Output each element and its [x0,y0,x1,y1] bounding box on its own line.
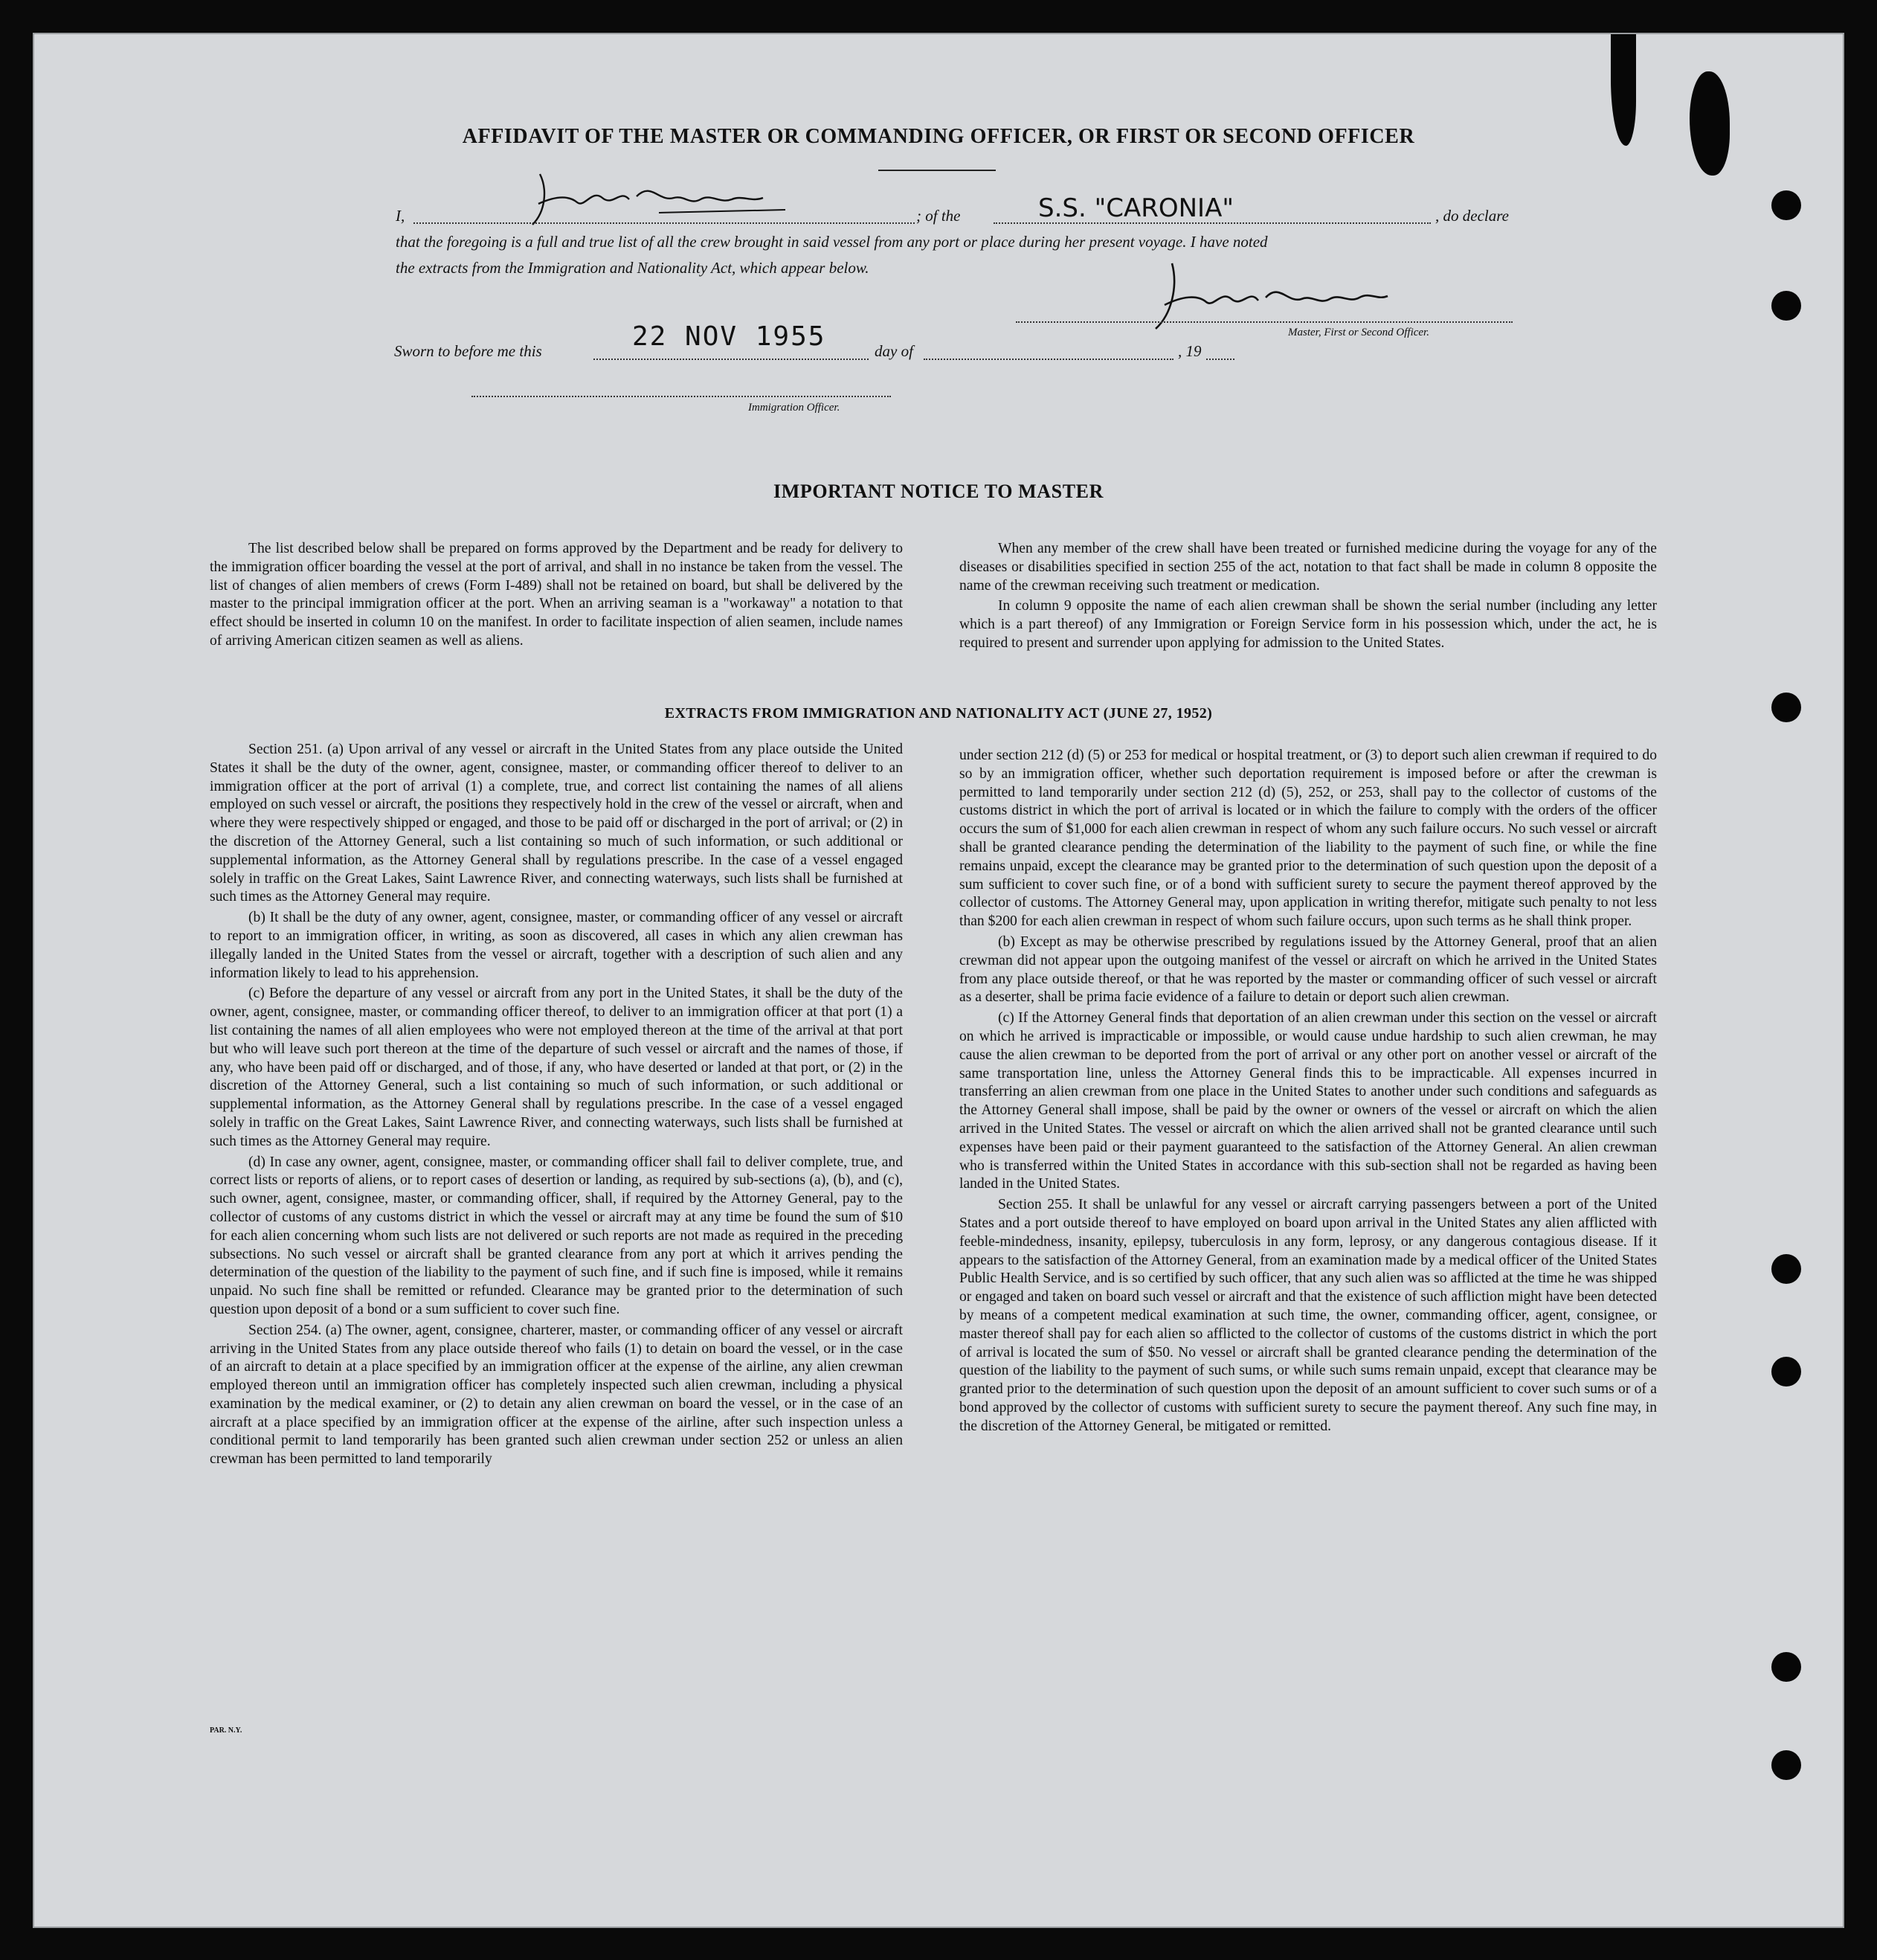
extract-paragraph: under section 212 (d) (5) or 253 for medical or hospital treatment, or (3) to deport such alien crewman if required to do so by an immigration officer, whether such deportation requirement is imposed before or after the crewman is permitted to land temporarily under section 212 (d) (5), 252, or 253, shall pay to the collector of customs of the customs district in which the port of arrival is located or in which the failure to comply with the orders of the officer occurs the sum of $1,000 for each alien crewman in respect of whom any such failure occurs. No such vessel or aircraft shall be granted clearance pending the determination of the liability to the payment of such fine, or while the fine remains unpaid, except the clearance may be granted prior to the determination of such question upon the deposit of a sum sufficient to cover such fine, or of a bond with sufficient surety to secure the payment thereof approved by the collector of customs. The Attorney General may, upon application in writing therefor, mitigate such penalty to not less than $200 for each alien crewman in respect of whom such failure occurs, upon such terms as he shall think proper. [959,748,1657,930]
extract-paragraph: (b) Except as may be otherwise prescribed by regulations issued by the Attorney General, proof that an alien crewman did not appear upon the outgoing manifest of the vessel or aircraft on which he arrived in the United States from any place outside thereof, or that he was reported by the master or commanding officer of such vessel or aircraft as a deserter, shall be prima facie evidence of a failure to detain or deport such alien crewman. [959,934,1657,1006]
punch-hole [1771,1357,1801,1387]
i-label: I, [396,207,405,225]
extract-paragraph: Section 251. (a) Upon arrival of any vessel or aircraft in the United States from any place outside the United States it shall be the duty of the owner, agent, consignee, master, or commanding officer thereof to deliver to an immigration officer at the port of arrival (1) a complete, true, and correct list containing the names of all aliens employed on such vessel or aircraft, the positions they respectively hold in the crew of the vessel or aircraft, when and where they were respectively shipped or engaged, and those to be paid off or discharged in the port of arrival; or (2) in the discretion of the Attorney General, such a list containing so much of such information, or such additional or supplemental information, as the Attorney General shall by regulations prescribe. In the case of a vessel engaged solely in traffic on the Great Lakes, Saint Lawrence River, and connecting waterways, such lists shall be furnished at such times as the Attorney General may require. [210,742,903,905]
sworn-day-line [593,359,869,360]
punch-hole [1771,291,1801,321]
extracts-heading: EXTRACTS FROM IMMIGRATION AND NATIONALITY ACT (JUNE 27, 1952) [664,705,1213,722]
do-declare-label: , do declare [1435,207,1509,225]
extract-paragraph: (c) If the Attorney General finds that deportation of an alien crewman under this section on the vessel or aircraft on which he arrived is impracticable or impossible, or would cause undue hardship to such alien crewman, he may cause the alien crewman to be deported from the port of arrival or any other port on another vessel or aircraft of the same transportation line, unless the Attorney General finds this to be impracticable. All expenses incurred in transferring an alien crewman from one place in the United States to another under such conditions and safeguards as the Attorney General shall impose, shall be paid by the owner or owners of the vessel or aircraft on which the alien arrived in the United States. The vessel or aircraft on which the alien arrived shall not be granted clearance until such expenses have been paid or their payment guaranteed to the satisfaction of the Attorney General. An alien crewman who is transferred within the United States in accordance with this sub-section shall not be regarded as having been landed in the United States. [959,1010,1657,1192]
master-signature-2 [1120,256,1417,338]
extracts-left-column [210,741,903,1471]
year-label: , 19 [1178,342,1202,360]
vessel-name: S.S. "CARONIA" [1038,193,1234,223]
master-signature [525,167,793,234]
notice-heading: IMPORTANT NOTICE TO MASTER [773,481,1104,502]
extract-paragraph: (b) It shall be the duty of any owner, agent, consignee, master, or commanding officer of any vessel or aircraft to report to an immigration officer, in writing, as soon as discovered, all cases in which any alien crewman has illegally landed in the United States from the vessel or aircraft, together with a description of such alien and any information likely to lead to his apprehension. [210,910,903,981]
printer-mark: PAR. N.Y. [210,1726,242,1735]
officer-signature-line [471,396,891,397]
month-line [924,359,1173,360]
day-of-label: day of [875,342,913,360]
master-signature-line [1016,321,1513,323]
punch-hole [1771,1254,1801,1284]
notice-paragraph: The list described below shall be prepared on forms approved by the Department and be ready for delivery to the immigration officer boarding the vessel at the port of arrival, and shall in no instance be taken from the vessel. The list of changes of alien members of crews (Form I-489) shall not be retained on board, but shall be delivered by the master to the principal immigration officer at the port. When an arriving seaman is a "workaway" a notation to that effect should be inserted in column 10 on the manifest. In order to facilitate inspection of alien seamen, include names of arriving American citizen seamen as well as aliens. [210,541,903,649]
declaration-text-line1: that the foregoing is a full and true list of all the crew brought in said vessel from any port or place during her present voyage. I have noted [396,233,1268,251]
sworn-label: Sworn to before me this [394,342,542,360]
sworn-date-stamp: 22 NOV 1955 [632,321,826,352]
notice-paragraph: When any member of the crew shall have been treated or furnished medicine during the voyage for any of the diseases or disabilities specified in section 255 of the act, notation to that fact shall be made in column 8 opposite the name of the crewman receiving such treatment or medication. [959,541,1657,594]
master-caption: Master, First or Second Officer. [1288,327,1429,338]
ink-blot [1690,71,1730,176]
declaration-text-line2: the extracts from the Immigration and Nationality Act, which appear below. [396,259,869,277]
extract-paragraph: (c) Before the departure of any vessel or aircraft from any port in the United States, it shall be the duty of the owner, agent, consignee, master, or commanding officer thereof, to deliver to an immigration officer at that port (1) a list containing the names of all alien employees who were not employed thereon at the time of the arrival at that port but who will leave such port thereon at the time of the departure of such vessel or aircraft and the names of those, if any, who have been paid off or discharged, and of those, if any, who have deserted or landed at that port, or (2) in the discretion of the Attorney General, such a list containing so much of such information, or such additional or supplemental information, as the Attorney General shall by regulations prescribe. In the case of a vessel engaged solely in traffic on the Great Lakes, Saint Lawrence River, and connecting waterways, such lists shall be furnished at such times as the Attorney General may require. [210,986,903,1149]
punch-hole [1771,1750,1801,1780]
notice-right-column [959,540,1657,655]
extracts-right-column [959,747,1657,1438]
extract-paragraph: Section 254. (a) The owner, agent, consignee, charterer, master, or commanding officer of any vessel or aircraft arriving in the United States from any place outside thereof who fails (1) to detain on board the vessel, or in the case of an aircraft to detain at a place specified by an immigration officer at the expense of the airline, any alien crewman employed thereon until an immigration officer has completely inspected such alien crewman, including a physical examination by the medical examiner, or (2) to detain any alien crewman on board the vessel, or in the case of an aircraft at a place specified by an immigration officer at the expense of the airline, after such inspection unless a conditional permit to land temporarily has been granted such alien crewman under section 252 or unless an alien crewman has been permitted to land temporarily [210,1322,903,1468]
punch-hole [1771,1652,1801,1682]
extract-paragraph: Section 255. It shall be unlawful for any vessel or aircraft carrying passengers between a port of the United States and a port outside thereof to have employed on board upon arrival in the United States any alien afflicted with feeble-mindedness, insanity, epilepsy, tuberculosis in any form, leprosy, or any dangerous contagious disease. If it appears to the satisfaction of the Attorney General, from an examination made by a medical officer of the United States Public Health Service, and is so certified by such officer, that any such alien was so afflicted at the time he was shipped or engaged and taken on board such vessel or aircraft and that the existence of such affliction might have been detected by means of a competent medical examination at such time, the owner, commanding officer, agent, consignee, or master thereof shall pay for each alien so afflicted to the collector of customs of the customs district in which the port of arrival is located the sum of $50. No vessel or aircraft shall be granted clearance pending the determination of the question of the liability to the payment of such sums, or while such sums remain unpaid, except that clearance may be granted prior to the determination of such question upon the deposit of an amount sufficient to cover such sums or of a bond approved by the collector of customs with sufficient surety to secure the payment thereof. Any such fine may, in the discretion of the Attorney General, be mitigated or remitted. [959,1197,1657,1434]
extract-paragraph: (d) In case any owner, agent, consignee, master, or commanding officer shall fail to deliver complete, true, and correct lists or reports of aliens, or to report cases of desertion or landing, as required by sub-sections (a), (b), and (c), such owner, agent, consignee, master, or commanding officer, shall, if required by the Attorney General, pay to the collector of customs of any customs district in which the vessel or aircraft may at any time be found the sum of $10 for each alien concerning whom such lists are not delivered or such reports are not made as required in the preceding subsections. No such vessel or aircraft shall be granted clearance from any port at which it arrives pending the determination of the question of the liability to the payment of such fine, and if such fine is imposed, while it remains unpaid. No such fine shall be remitted or refunded. Clearance may be granted prior to the determination of such question upon deposit of a bond or a sum sufficient to cover such fine. [210,1154,903,1317]
punch-hole [1771,190,1801,220]
affidavit-title: AFFIDAVIT OF THE MASTER OR COMMANDING OFFICER, OR FIRST OR SECOND OFFICER [462,125,1415,148]
title-rule [878,170,996,171]
notice-left-column [210,540,903,653]
officer-caption: Immigration Officer. [748,402,840,414]
affidavit-document [33,33,1844,1928]
year-line [1206,359,1234,360]
notice-paragraph: In column 9 opposite the name of each alien crewman shall be shown the serial number (including any letter which is a part thereof) of any Immigration or Foreign Service form in his possession which, under the act, he is required to present and surrender upon applying for admission to the United States. [959,598,1657,651]
of-the-label: ; of the [916,207,961,225]
